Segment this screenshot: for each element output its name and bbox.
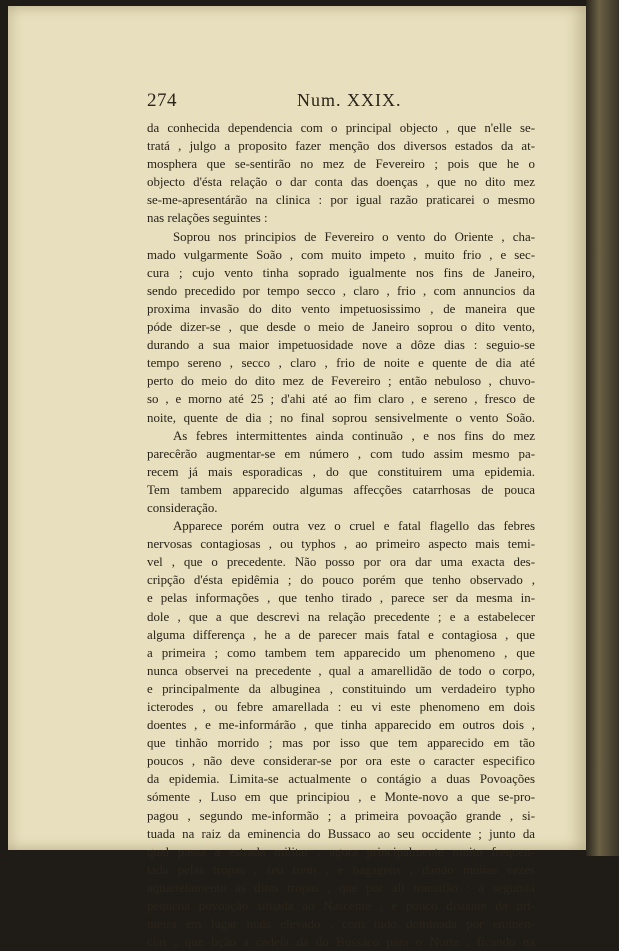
text-line: doentes , e me-informárão , que tinha apparecido em outros dois , xyxy=(147,718,535,733)
text-line: mosphera que se-sentirão no mez de Fevereiro ; pois que he o xyxy=(147,157,535,172)
text-line: recem já mais esporadicas , do que constituirem uma epidemia. xyxy=(147,464,535,479)
text-line: objecto d'ésta relação o dar conta das doenças , que no dito mez xyxy=(147,175,535,190)
text-line: cripção d'ésta epidêmia ; do pouco porém que tenho observado , xyxy=(147,573,535,588)
text-line: parecêrão augmentar-se em número , com tudo assim mesmo pa- xyxy=(147,446,535,461)
page-header xyxy=(147,90,497,114)
text-line: nas relações seguintes : xyxy=(147,211,268,226)
text-line: dole , que a que descrevi na relação precedente ; e a estabelecer xyxy=(147,609,535,624)
text-line: se-me-apresentárão na clinica : por igual razão praticarei o mesmo xyxy=(147,193,535,208)
text-line: meira em lugar mais elevado , com tudo dominada por eminen- xyxy=(147,917,535,932)
text-line: durando a sua maior impetuosidade nove a dôze dias : seguio-se xyxy=(147,338,535,353)
text-line: nunca observei na precedente , qual a amarellidão de todo o corpo, xyxy=(147,663,535,678)
text-line: pequena povoação situada ao Nascente , e pouco distante da pri- xyxy=(147,899,535,914)
text-line: cias , que lição a cadeia da do Bussaco para o Norte , ficando na xyxy=(147,935,535,950)
running-head: Num. XXIX. xyxy=(297,90,402,110)
text-line: alguma differença , he a de parecer mais fatal e contagiosa , que xyxy=(147,627,535,642)
text-line: Soprou nos principios de Fevereiro o vento do Oriente , cha- xyxy=(173,229,535,244)
text-line: póde dizer-se , que desde o meio de Janeiro soprou o dito vento, xyxy=(147,320,535,335)
text-line: da epidemia. Limita-se actualmente o contágio a duas Povoações xyxy=(147,772,535,787)
page-number: 274 xyxy=(147,90,177,111)
text-line: a primeira ; como tambem tem apparecido um phenomeno , que xyxy=(147,645,535,660)
text-line: tuada na raiz da eminencia do Bussaco ao seu occidente ; junto da xyxy=(147,826,535,841)
text-line: sendo precedido por tempo secco , claro , frio , com annuncios da xyxy=(147,283,535,298)
text-line: sómente , Luso em que principiou , e Monte-novo a que se-pro- xyxy=(147,790,535,805)
text-line: qual passa a estrada militar , agora principalmente muito frequen- xyxy=(147,844,535,859)
body-text xyxy=(147,119,535,950)
text-line: icterodes , ou febre amarellada : eu vi este phenomeno em dois xyxy=(147,700,535,714)
text-line: que tinhão morrido ; mas por isso que tem apparecido em tão xyxy=(147,736,535,751)
text-line: cura ; cujo vento tinha soprado igualmente nos fins de Janeiro, xyxy=(147,265,535,280)
text-line: tempo sereno , secco , claro , frio de noite e quente de dia até xyxy=(147,356,535,371)
text-line: vel , que o precedente. Não posso por ora dar uma exacta des- xyxy=(147,555,535,570)
text-line: so , e morno até 25 ; d'ahi até ao fim claro , e sereno , fresco de xyxy=(147,392,535,407)
text-line: tratá , julgo a proposito fazer menção dos diversos estados da at- xyxy=(147,139,535,154)
text-line: tada pelas tropas , seu trem , e bagagens , dando muitas vezes xyxy=(147,862,535,877)
text-line: mado vulgarmente Soão , com muito impeto , muito frio , e sec- xyxy=(147,247,535,262)
text-line: aquartelamento ás ditas tropas , que por ali transitão : a segunda xyxy=(147,880,535,895)
text-line: Apparece porém outra vez o cruel e fatal flagello das febres xyxy=(173,519,535,534)
text-line: nervosas contagiosas , ou typhos , ao primeiro aspecto mais temi- xyxy=(147,537,535,552)
text-line: Tem tambem apparecido algumas affecções catarrhosas de pouca xyxy=(147,482,535,497)
text-line: perto do meio do dito mez de Fevereiro ; então nebuloso , chuvo- xyxy=(147,374,535,389)
adjacent-page-edge xyxy=(586,0,619,856)
text-line: e pelas informações , que tenho tirado , parece ser da mesma in- xyxy=(147,591,535,606)
text-line: proxima invasão do dito vento impetuosissimo , de maneira que xyxy=(147,301,535,316)
text-line: pagou , segundo me-informão ; a primeira povoação grande , si- xyxy=(147,808,535,823)
text-line: da conhecida dependencia com o principal objecto , que n'elle se- xyxy=(147,121,535,135)
text-line: noite, quente de dia ; no final soprou sensivelmente o vento Soão. xyxy=(147,410,535,425)
text-line: e principalmente da albuginea , constituindo um verdadeiro typho xyxy=(147,681,535,696)
text-line: poucos , não deve considerar-se por ora este o caracter especifico xyxy=(147,754,535,769)
text-line: consideração. xyxy=(147,500,218,515)
text-line: As febres intermittentes ainda continuão , e nos fins do mez xyxy=(173,428,535,443)
